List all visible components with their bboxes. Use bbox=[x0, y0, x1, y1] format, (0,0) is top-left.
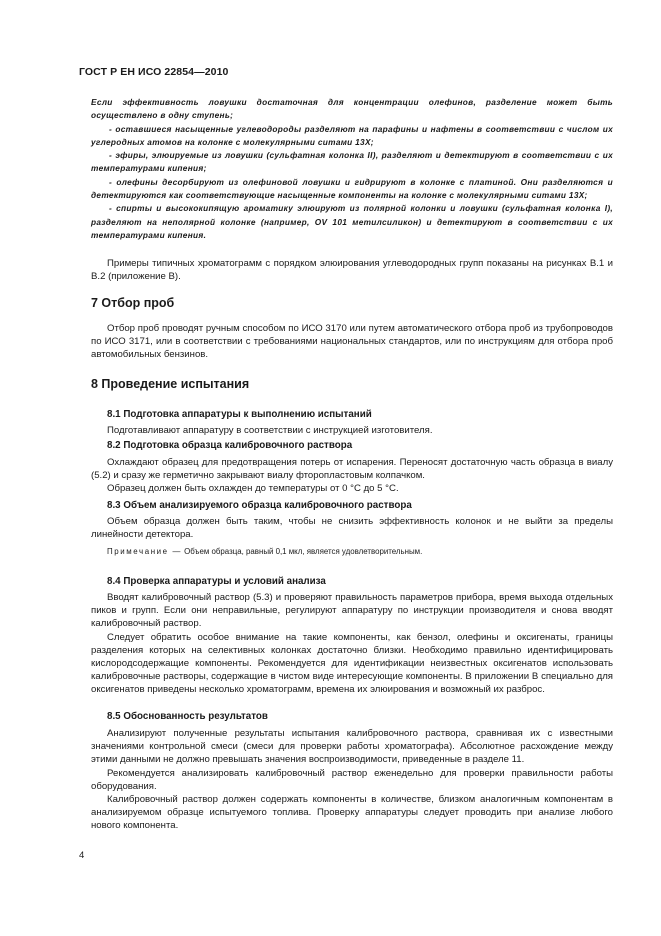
section-8-4-block bbox=[91, 591, 613, 697]
note-text: Объем образца, равный 0,1 мкл, является удовлетворительным. bbox=[181, 547, 423, 556]
section-8-5-block bbox=[91, 727, 613, 833]
section-7-heading: 7 Отбор проб bbox=[91, 296, 175, 310]
section-8-5-text2: Рекомендуется анализировать калибровочный раствор еженедельно для проверки правильности работы оборудования. bbox=[91, 767, 613, 792]
section-8-3-heading: 8.3 Объем анализируемого образца калибровочного раствора bbox=[107, 500, 412, 511]
intro-line: - спирты и высококипящую ароматику элюируют из полярной колонки и ловушки (сульфатная колонка I), разделяют на неполярной колонке (например, OV 101 метилсиликон) и детектируют в соответствии с их температурами кипения. bbox=[91, 203, 613, 240]
section-8-heading: 8 Проведение испытания bbox=[91, 377, 250, 391]
section-8-5-text3: Калибровочный раствор должен содержать компоненты в количестве, близком аналогичным компонентам в анализируемом образце испытуемого топлива. Проверку аппаратуры следует проводить при анализе любого нового компонента. bbox=[91, 794, 613, 832]
section-8-4-heading: 8.4 Проверка аппаратуры и условий анализа bbox=[107, 576, 326, 587]
section-7-text: Отбор проб проводят ручным способом по ИСО 3170 или путем автоматического отбора проб из трубопроводов по ИСО 3171, или в соответствии с требованиями национальных стандартов, или по инструкциям для отбора проб автомобильных бензинов. bbox=[91, 323, 613, 361]
section-8-2-text1: Охлаждают образец для предотвращения потерь от испарения. Переносят достаточную часть образца в виалу (5.2) и сразу же герметично закрывают виалу фторопластовым колпачком. bbox=[91, 457, 613, 482]
section-8-2-text2: Образец должен быть охлажден до температуры от 0 °С до 5 °С. bbox=[107, 483, 399, 495]
intro-line: - олефины десорбируют из олефиновой ловушки и гидрируют в колонке с платиной. Они разделяются и детектируются как соответствующие насыщенные компоненты на колонке с молекулярными ситами 13Х; bbox=[91, 176, 613, 201]
section-8-4-text1: Вводят калибровочный раствор (5.3) и проверяют правильность параметров прибора, время выхода отдельных пиков и групп. Если они неправильные, регулируют аппаратуру по инструкции производителя и снова вводят калибровочный раствор. bbox=[91, 592, 613, 630]
section-7-block bbox=[91, 322, 613, 362]
section-8-2-heading: 8.2 Подготовка образца калибровочного раствора bbox=[107, 440, 353, 451]
section-8-3-block bbox=[91, 515, 613, 541]
intro-line: - оставшиеся насыщенные углеводороды разделяют на парафины и нафтены в соответствии с числом их углеродных атомов на колонке с молекулярными ситами 13Х; bbox=[91, 123, 613, 147]
section-8-1-heading: 8.1 Подготовка аппаратуры к выполнению испытаний bbox=[107, 409, 372, 420]
intro-italic-block bbox=[91, 96, 613, 242]
page-number: 4 bbox=[79, 850, 85, 861]
intro-paragraph: Примеры типичных хроматограмм с порядком элюирования углеводородных групп показаны на рисунках В.1 и В.2 (приложение В). bbox=[91, 258, 613, 283]
intro-line: - эфиры, элюируемые из ловушки (сульфатная колонка II), разделяют и детектируют в соответствии с их температурами кипения; bbox=[91, 150, 613, 174]
section-8-1-text: Подготавливают аппаратуру в соответствии с инструкцией изготовителя. bbox=[107, 425, 433, 436]
section-8-5-heading: 8.5 Обоснованность результатов bbox=[107, 711, 268, 722]
section-8-3-note bbox=[107, 546, 613, 557]
document-header: ГОСТ Р ЕН ИСО 22854—2010 bbox=[79, 66, 229, 78]
note-label: Примечание — bbox=[107, 547, 182, 556]
section-8-4-text2: Следует обратить особое внимание на такие компоненты, как бензол, олефины и оксигенаты, границы разделения которых на селективных колонках достаточно близки. Необходимо правильно идентифицировать кислородсодержащие компоненты. Рекомендуется для идентификации неизвестных оксигенатов использовать калибровочные растворы, содержащие в чистом виде интересующие компоненты. В приложении В специально для оксигенатов приведены несколько хроматограмм, времена их элюирования и возможный их разброс. bbox=[91, 631, 613, 696]
section-8-5-text1: Анализируют полученные результаты испытания калибровочного раствора, сравнивая их с известными значениями контрольной смеси (смеси для проверки работы хроматографа). Абсолютное расхождение между этими данными не должно превышать значения воспроизводимости, приведенные в разделе 11. bbox=[91, 728, 613, 766]
section-8-3-text: Объем образца должен быть таким, чтобы не снизить эффективность колонок и не выйти за пределы линейности детектора. bbox=[91, 516, 613, 541]
section-8-2-block bbox=[91, 456, 613, 496]
section-8-1-block bbox=[91, 424, 613, 437]
intro-line: Если эффективность ловушки достаточная для концентрации олефинов, разделение может быть осуществлено в одну ступень; bbox=[91, 97, 613, 121]
intro-paragraph-block bbox=[91, 257, 613, 283]
